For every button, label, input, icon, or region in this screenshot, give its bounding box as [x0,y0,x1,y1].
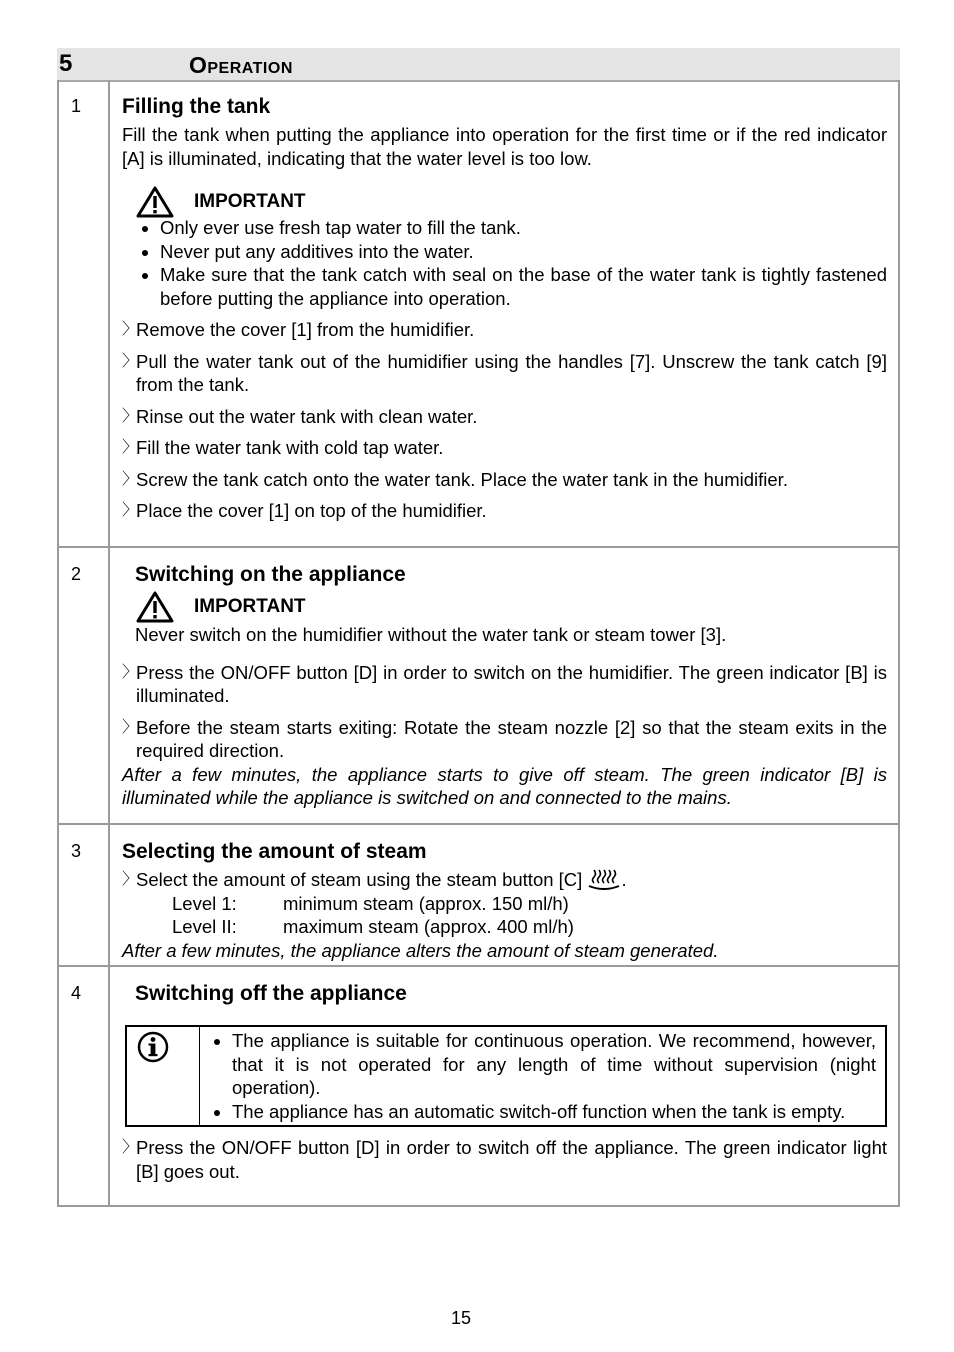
section-number: 5 [59,50,73,77]
step-number: 1 [59,80,110,546]
section-title: Operation [189,52,293,78]
step-content [110,548,898,823]
list-item: • Only ever use fresh tap water to fill the tank. [160,216,887,240]
level-row [172,892,887,916]
level-row [172,915,887,939]
important-notice [122,186,887,218]
step-number: 4 [59,967,110,1205]
step-title: Switching on the appliance [135,563,406,586]
info-icon [137,1031,169,1063]
action-step [122,1136,887,1183]
step-intro: Fill the tank when putting the appliance into operation for the first time or if the red indicator [A] is illuminated, indicating that the water level is too low. [122,124,887,169]
action-text: Press the ON/OFF button [D] in order to switch on the humidifier. The green indicator [B] is illuminated. [136,661,887,706]
step-number: 2 [59,548,110,823]
steps-table [57,80,900,1207]
list-item: • The appliance is suitable for continuous operation. We recommend, however, that it is not operated for any length of time without supervision (night operation). [232,1029,876,1100]
step-note: After a few minutes, the appliance alters the amount of steam generated. [122,939,719,961]
steam-button-icon [587,868,621,890]
action-step [122,468,887,492]
step-title: Selecting the amount of steam [122,840,427,863]
section-header [57,48,900,82]
page-number: 15 [450,1308,472,1328]
action-step [122,868,887,892]
level-desc: minimum steam (approx. 150 ml/h) [283,892,569,914]
warning-icon [136,591,174,623]
list-item: • The appliance has an automatic switch-off function when the tank is empty. [232,1100,876,1124]
step-content [110,967,898,1205]
action-text: Rinse out the water tank with clean water. [136,405,478,427]
info-icon-cell [127,1027,200,1125]
step-title: Switching off the appliance [135,982,407,1005]
action-text-main: Select the amount of steam using the steam button [C] [136,869,583,890]
arrow-icon: 〉 [122,502,139,519]
arrow-icon: 〉 [122,663,139,681]
action-step [122,499,887,523]
arrow-icon: 〉 [122,439,139,456]
step-number: 3 [59,825,110,965]
step-row-2 [59,546,898,823]
level-label: Level 1: [172,892,237,914]
action-step [122,405,887,429]
step-title: Filling the tank [122,95,271,118]
action-text-end: . [621,869,627,890]
action-text: Before the steam starts exiting: Rotate the steam nozzle [2] so that the steam exits in the required direction. [136,716,887,761]
action-text: Press the ON/OFF button [D] in order to switch off the appliance. The green indicator light [B] goes out. [136,1137,887,1182]
important-notice [122,591,887,623]
level-desc: maximum steam (approx. 400 ml/h) [283,916,574,937]
important-label: IMPORTANT [194,596,306,618]
step-note: After a few minutes, the appliance starts to give off steam. The green indicator [B] is illuminated while the appliance is switched on and connected to the mains. [122,763,887,808]
action-text [136,868,887,892]
arrow-icon: 〉 [122,321,139,338]
arrow-icon: 〉 [122,352,139,370]
action-text: Screw the tank catch onto the water tank. Place the water tank in the humidifier. [136,468,788,490]
step-row-3 [59,823,898,965]
action-step [122,436,887,460]
step-content [110,80,898,546]
action-step [122,661,887,708]
step-row-4 [59,965,898,1205]
important-bullets [122,216,887,310]
arrow-icon: 〉 [122,407,139,425]
step-content [110,825,898,965]
steam-levels [122,892,887,939]
action-step [122,716,887,763]
warning-icon [136,186,174,218]
info-box [125,1025,887,1127]
list-item: • Make sure that the tank catch with seal on the base of the water tank is tightly fastened before putting the appliance into operation. [160,263,887,310]
arrow-icon: 〉 [122,470,139,488]
action-step [122,350,887,397]
action-step [122,318,887,342]
action-text: Pull the water tank out of the humidifier using the handles [7]. Unscrew the tank catch [9] from the tank. [136,350,887,395]
arrow-icon: 〉 [122,871,139,888]
arrow-icon: 〉 [122,1139,139,1156]
action-text: Place the cover [1] on top of the humidifier. [136,500,487,521]
warning-text: Never switch on the humidifier without the water tank or steam tower [3]. [135,624,727,645]
important-label: IMPORTANT [194,191,306,213]
info-text [200,1027,885,1125]
list-item: • Never put any additives into the water. [160,240,887,264]
arrow-icon: 〉 [122,718,139,736]
info-bullets [200,1029,876,1123]
action-text: Remove the cover [1] from the humidifier. [136,319,475,340]
step-row-1 [59,80,898,546]
action-text: Fill the water tank with cold tap water. [136,437,444,458]
level-label: Level II: [172,916,237,937]
